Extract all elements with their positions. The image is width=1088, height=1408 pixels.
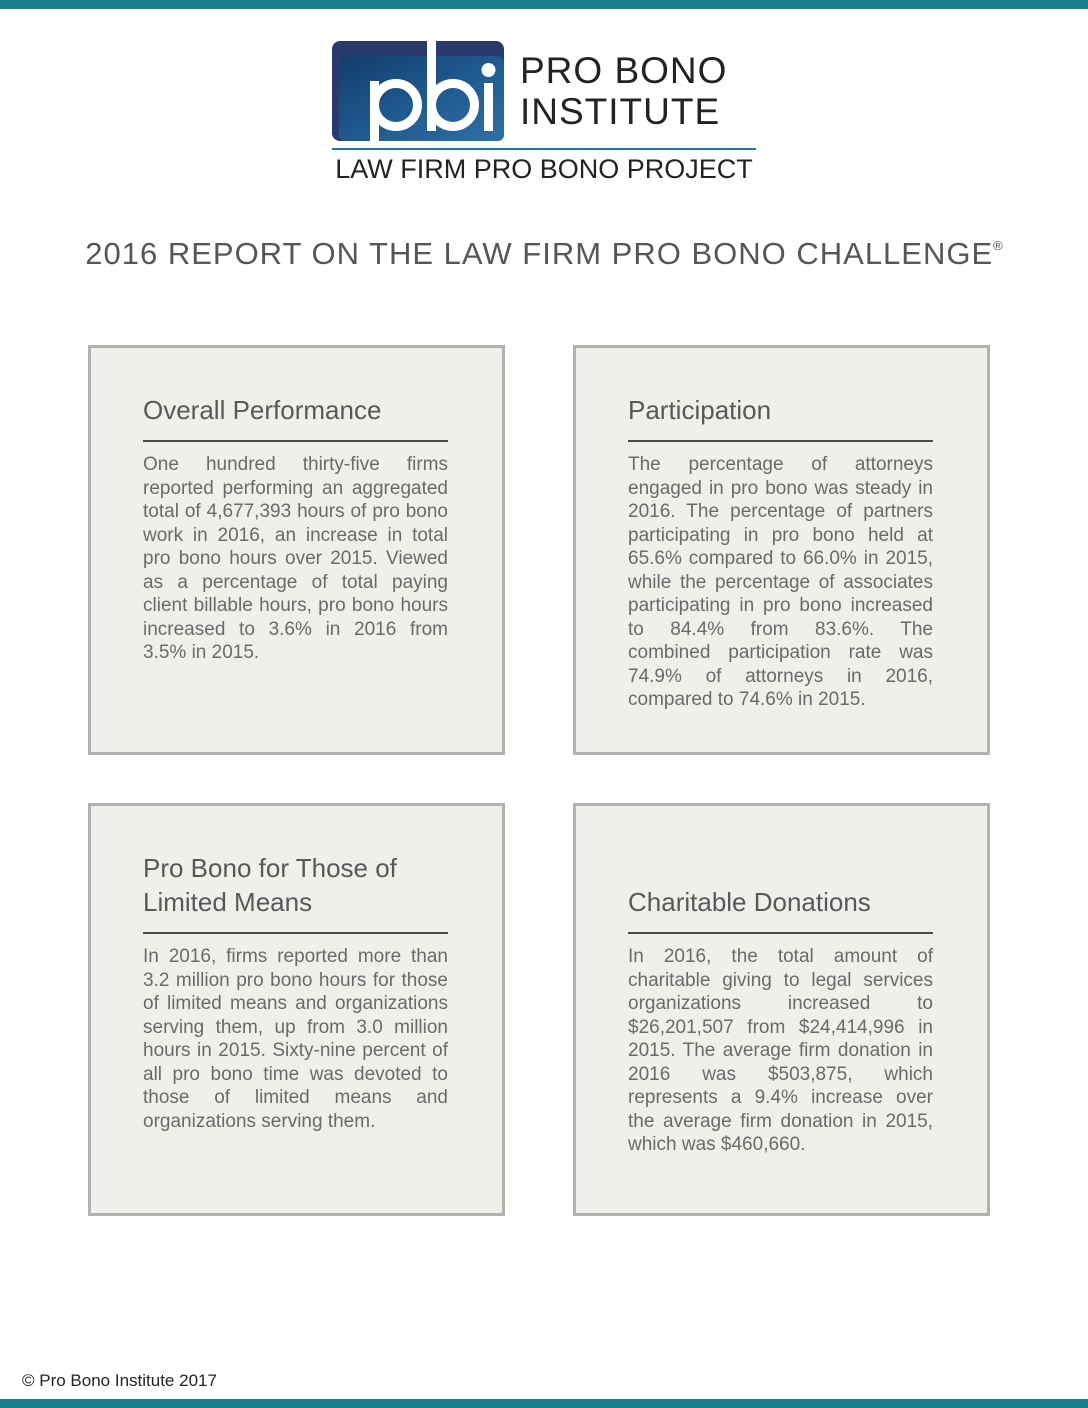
top-accent-bar (0, 0, 1088, 9)
card-heading-text: Charitable Donations (628, 887, 871, 917)
logo-wordmark (520, 50, 727, 132)
card-participation (573, 345, 990, 755)
card-body-text: In 2016, firms reported more than 3.2 million pro bono hours for those of limited means and organizations serving them, up from 3.0 million hours in 2015. Sixty-nine percent of all pro bono time was devoted to those of limited means and organizations serving them. (143, 946, 448, 1132)
page-title (0, 236, 1088, 272)
card-heading-rule (628, 440, 933, 442)
card-limited-means (88, 803, 505, 1216)
card-body-text: One hundred thirty-five firms reported performing an aggregated total of 4,677,393 hours of pro bono work in 2016, an increase in total pro bono hours over 2015. Viewed as a percentage of total paying client billable hours, pro bono hours increased to 3.6% in 2016 from 3.5% in 2015. (143, 454, 448, 663)
pbi-logo-icon (332, 41, 504, 141)
card-body-text: In 2016, the total amount of charitable giving to legal services organizations increased to $26,201,507 from $24,414,996 in 2015. The average firm donation in 2016 was $503,875, which represents a 9.4% increase over the average firm donation in 2015, which was $460,660. (628, 946, 933, 1155)
card-heading: Participation (628, 395, 772, 425)
summary-cards-grid (88, 345, 990, 1216)
logo-name-line2: INSTITUTE (520, 91, 721, 132)
card-body-text: The percentage of attorneys engaged in pro bono was steady in 2016. The percentage of partners participating in pro bono held at 65.6% compared to 66.0% in 2015, while the percentage of associates participating in pro bono increased to 84.4% from 83.6%. The combined participation rate was 74.9% of attorneys in 2016, compared to 74.6% in 2015. (628, 454, 933, 710)
bottom-accent-bar (0, 1399, 1088, 1408)
card-overall-performance (88, 345, 505, 755)
card-heading-rule (143, 440, 448, 442)
copyright-notice: © Pro Bono Institute 2017 (22, 1371, 217, 1390)
page-title-text: 2016 REPORT ON THE LAW FIRM PRO BONO CHALLENGE (85, 236, 994, 271)
card-heading: Pro Bono for Those of Limited Means (143, 853, 397, 917)
card-heading-rule (143, 932, 448, 934)
card-heading: Overall Performance (143, 395, 382, 425)
registered-trademark-symbol: ® (993, 238, 1003, 253)
card-charitable-donations (573, 803, 990, 1216)
logo-subtitle: LAW FIRM PRO BONO PROJECT (335, 154, 753, 184)
logo-row (332, 41, 756, 141)
logo-divider-line (332, 148, 756, 150)
card-heading-rule (628, 932, 933, 934)
pbi-logo-group (332, 41, 756, 185)
card-heading (628, 851, 933, 919)
logo-name-line1: PRO BONO (520, 50, 728, 91)
